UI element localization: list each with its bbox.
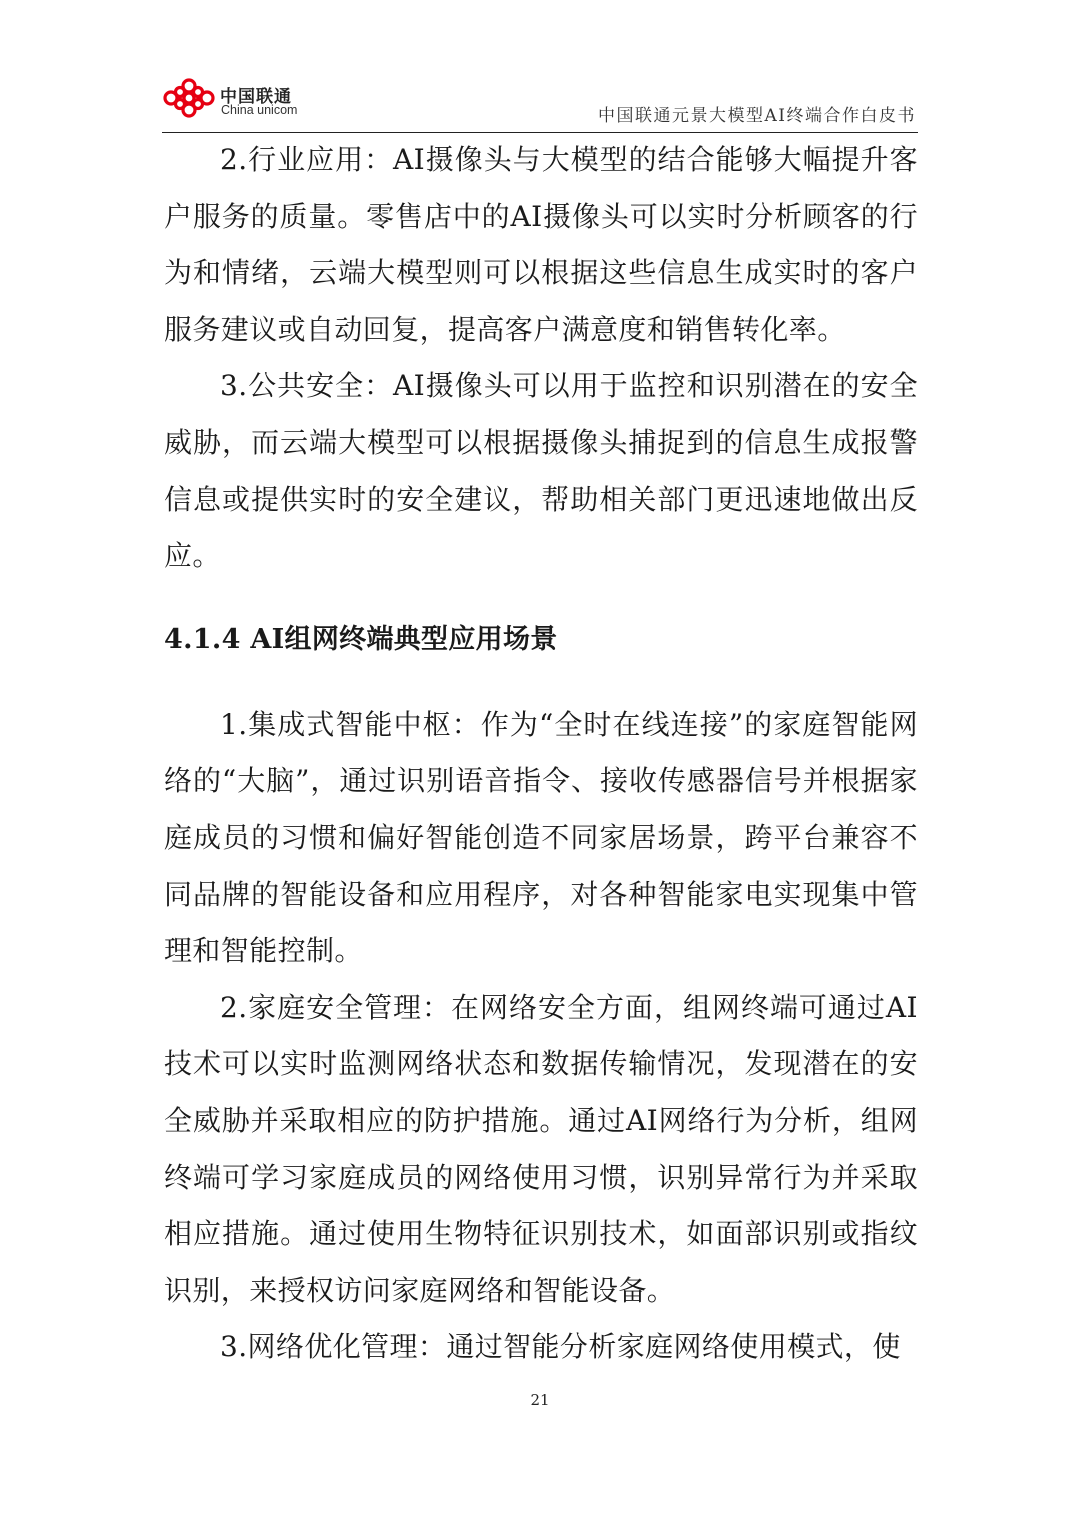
paragraph-home-security: 2.家庭安全管理：在网络安全方面，组网终端可通过AI技术可以实时监测网络状态和数据传输情况，发现潜在的安全威胁并采取相应的防护措施。通过AI网络行为分析，组网终端可学习家庭成员的网络使用习惯，识别异常行为并采取相应措施。通过使用生物特征识别技术，如面部识别或指纹识别，来授权访问家庭网络和智能设备。 (164, 990, 918, 1307)
page-body (164, 132, 918, 1376)
paragraph-public-safety: 3.公共安全：AI摄像头可以用于监控和识别潜在的安全威胁，而云端大模型可以根据摄像头捕捉到的信息生成报警信息或提供实时的安全建议，帮助相关部门更迅速地做出反应。 (164, 369, 918, 573)
paragraph-network-optimization: 3.网络优化管理：通过智能分析家庭网络使用模式，使 (220, 1330, 901, 1364)
china-unicom-logo (162, 76, 312, 120)
page-number: 21 (530, 1391, 550, 1409)
section-heading: 4.1.4 AI组网终端典型应用场景 (164, 623, 558, 655)
logo-chinese-text: 中国联通 (220, 87, 292, 107)
page-header (162, 68, 918, 133)
paragraph-smart-hub: 1.集成式智能中枢：作为“全时在线连接”的家庭智能网络的“大脑”，通过识别语音指令、接收传感器信号并根据家庭成员的习惯和偏好智能创造不同家居场景，跨平台兼容不同品牌的智能设备和应用程序，对各种智能家电实现集中管理和智能控制。 (164, 707, 918, 968)
logo-english-text: China unicom (221, 103, 298, 117)
document-title: 中国联通元景大模型AI终端合作白皮书 (598, 106, 916, 126)
china-unicom-knot-icon (162, 76, 216, 120)
paragraph-industry-application: 2.行业应用：AI摄像头与大模型的结合能够大幅提升客户服务的质量。零售店中的AI摄像头可以实时分析顾客的行为和情绪，云端大模型则可以根据这些信息生成实时的客户服务建议或自动回复，提高客户满意度和销售转化率。 (164, 143, 918, 346)
